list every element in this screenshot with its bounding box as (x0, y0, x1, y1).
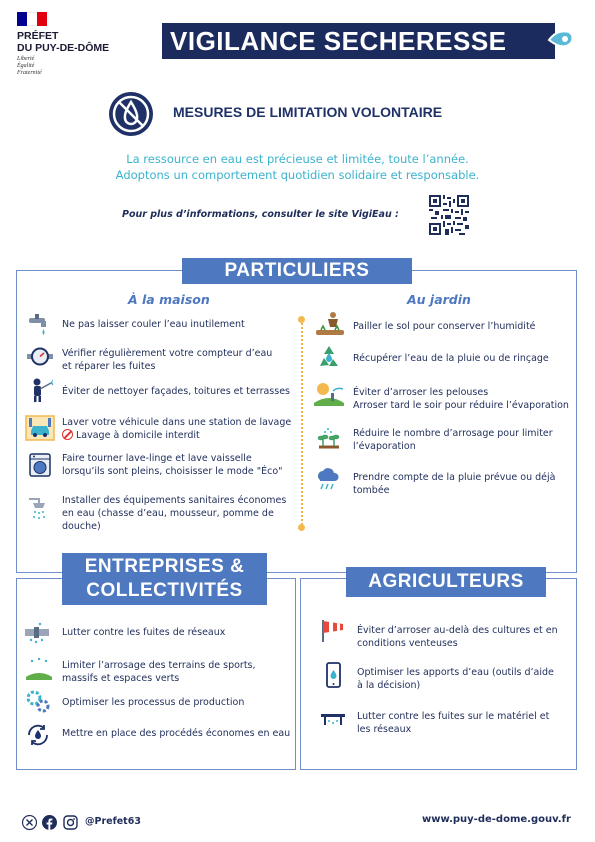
pipe-leak-icon (24, 620, 50, 646)
tip-maison-5: Faire tourner lave-linge et lave vaisselle lorsqu’ils sont pleins, choisisser le mode "Éco" (62, 453, 283, 477)
tip-jardin-5: Prendre compte de la pluie prévue ou déjà tombée (353, 472, 556, 496)
motto-line: Fraternité (17, 70, 42, 76)
subtitle: MESURES DE LIMITATION VOLONTAIRE (173, 104, 443, 120)
divider-dot (298, 524, 305, 531)
prefet-line: DU PUY-DE-DÔME (17, 41, 110, 54)
tip-jardin-4: Réduire le nombre d’arrosage pour limiter l’évaporation (353, 428, 553, 452)
tip-entreprise-1: Lutter contre les fuites de réseaux (62, 627, 226, 638)
column-divider (301, 320, 303, 528)
instagram-icon[interactable] (63, 815, 78, 830)
more-info-text: Pour plus d’informations, consulter le site VigiEau : (122, 209, 399, 220)
vigieau-qr-code[interactable] (429, 195, 469, 235)
tip-maison-2: Vérifier régulièrement votre compteur d’eau et réparer les fuites (62, 348, 273, 372)
x-icon[interactable] (22, 815, 37, 830)
gears-icon (25, 688, 51, 714)
tip-maison-1: Ne pas laisser couler l’eau inutilement (62, 319, 245, 330)
tip-jardin-2: Récupérer l’eau de la pluie ou de rinçage (353, 353, 549, 364)
forbidden-line: Lavage à domicile interdit (62, 429, 291, 442)
lawn-sprinkler-icon (313, 381, 345, 407)
water-meter-icon (27, 344, 53, 370)
water-cycle-icon (25, 722, 51, 748)
car-wash-icon (25, 415, 55, 441)
tip-entreprise-4: Mettre en place des procédés économes en eau (62, 728, 291, 739)
no-water-icon (108, 91, 154, 137)
motto-line: Égalité (17, 63, 35, 69)
tip-entreprise-2: Limiter l’arrosage des terrains de sports, massifs et espaces verts (62, 660, 256, 684)
facebook-icon[interactable] (42, 815, 57, 830)
washing-machine-icon (27, 452, 53, 478)
sports-field-icon (24, 655, 54, 681)
intro-line: La ressource en eau est précieuse et limitée, toute l’année. (126, 152, 469, 166)
smartphone-icon (320, 662, 346, 688)
website-link[interactable]: www.puy-de-dome.gouv.fr (422, 814, 571, 825)
heading-au-jardin: Au jardin (407, 292, 471, 307)
tip-agri-3: Lutter contre les fuites sur le matériel et les réseaux (357, 711, 550, 735)
faucet-icon (27, 312, 53, 338)
section-title-particuliers: PARTICULIERS (182, 258, 412, 284)
forbidden-icon (62, 429, 73, 440)
windsock-icon (320, 617, 346, 643)
intro-text (0, 151, 595, 183)
tip-maison-6: Installer des équipements sanitaires économes en eau (chasse d’eau, mousseur, pomme de douche) (62, 495, 287, 532)
tip-agri-2: Optimiser les apports d’eau (outils d’aide à la décision) (357, 667, 554, 691)
water-drop-badge-icon (545, 29, 577, 51)
seedlings-icon (316, 425, 342, 451)
prefecture-name (17, 31, 109, 54)
motto-line: Liberté (17, 56, 35, 62)
republic-motto (17, 56, 42, 77)
intro-line: Adoptons un comportement quotidien solidaire et responsable. (115, 168, 480, 182)
shower-icon (25, 495, 51, 521)
tip-agri-1: Éviter d’arroser au-delà des cultures et en conditions venteuses (357, 625, 558, 649)
tip-entreprise-3: Optimiser les processus de production (62, 697, 245, 708)
irrigation-icon (320, 706, 346, 732)
pressure-washer-icon (27, 377, 53, 403)
section-title-entreprises (62, 553, 267, 605)
tip-jardin-1: Pailler le sol pour conserver l’humidité (353, 321, 536, 332)
tip-jardin-3: Éviter d’arroser les pelouses Arroser tard le soir pour réduire l’évaporation (353, 387, 569, 411)
mulch-icon (315, 310, 345, 336)
page-title: VIGILANCE SECHERESSE (162, 23, 555, 59)
section-title-agriculteurs: AGRICULTEURS (346, 567, 546, 597)
prefet-line: PRÉFET (17, 30, 59, 42)
section-title-line: COLLECTIVITÉS (86, 580, 243, 601)
tip-maison-3: Éviter de nettoyer façades, toitures et terrasses (62, 386, 290, 397)
divider-dot (298, 316, 305, 323)
heading-a-la-maison: À la maison (128, 292, 210, 307)
tip-maison-4: Laver votre véhicule dans une station de lavage Lavage à domicile interdit (62, 417, 292, 441)
section-title-line: ENTREPRISES & (84, 556, 245, 577)
recycle-water-icon (316, 344, 342, 370)
rain-cloud-icon (315, 466, 341, 492)
twitter-handle[interactable]: @Prefet63 (85, 816, 141, 827)
french-flag-icon (17, 12, 47, 26)
